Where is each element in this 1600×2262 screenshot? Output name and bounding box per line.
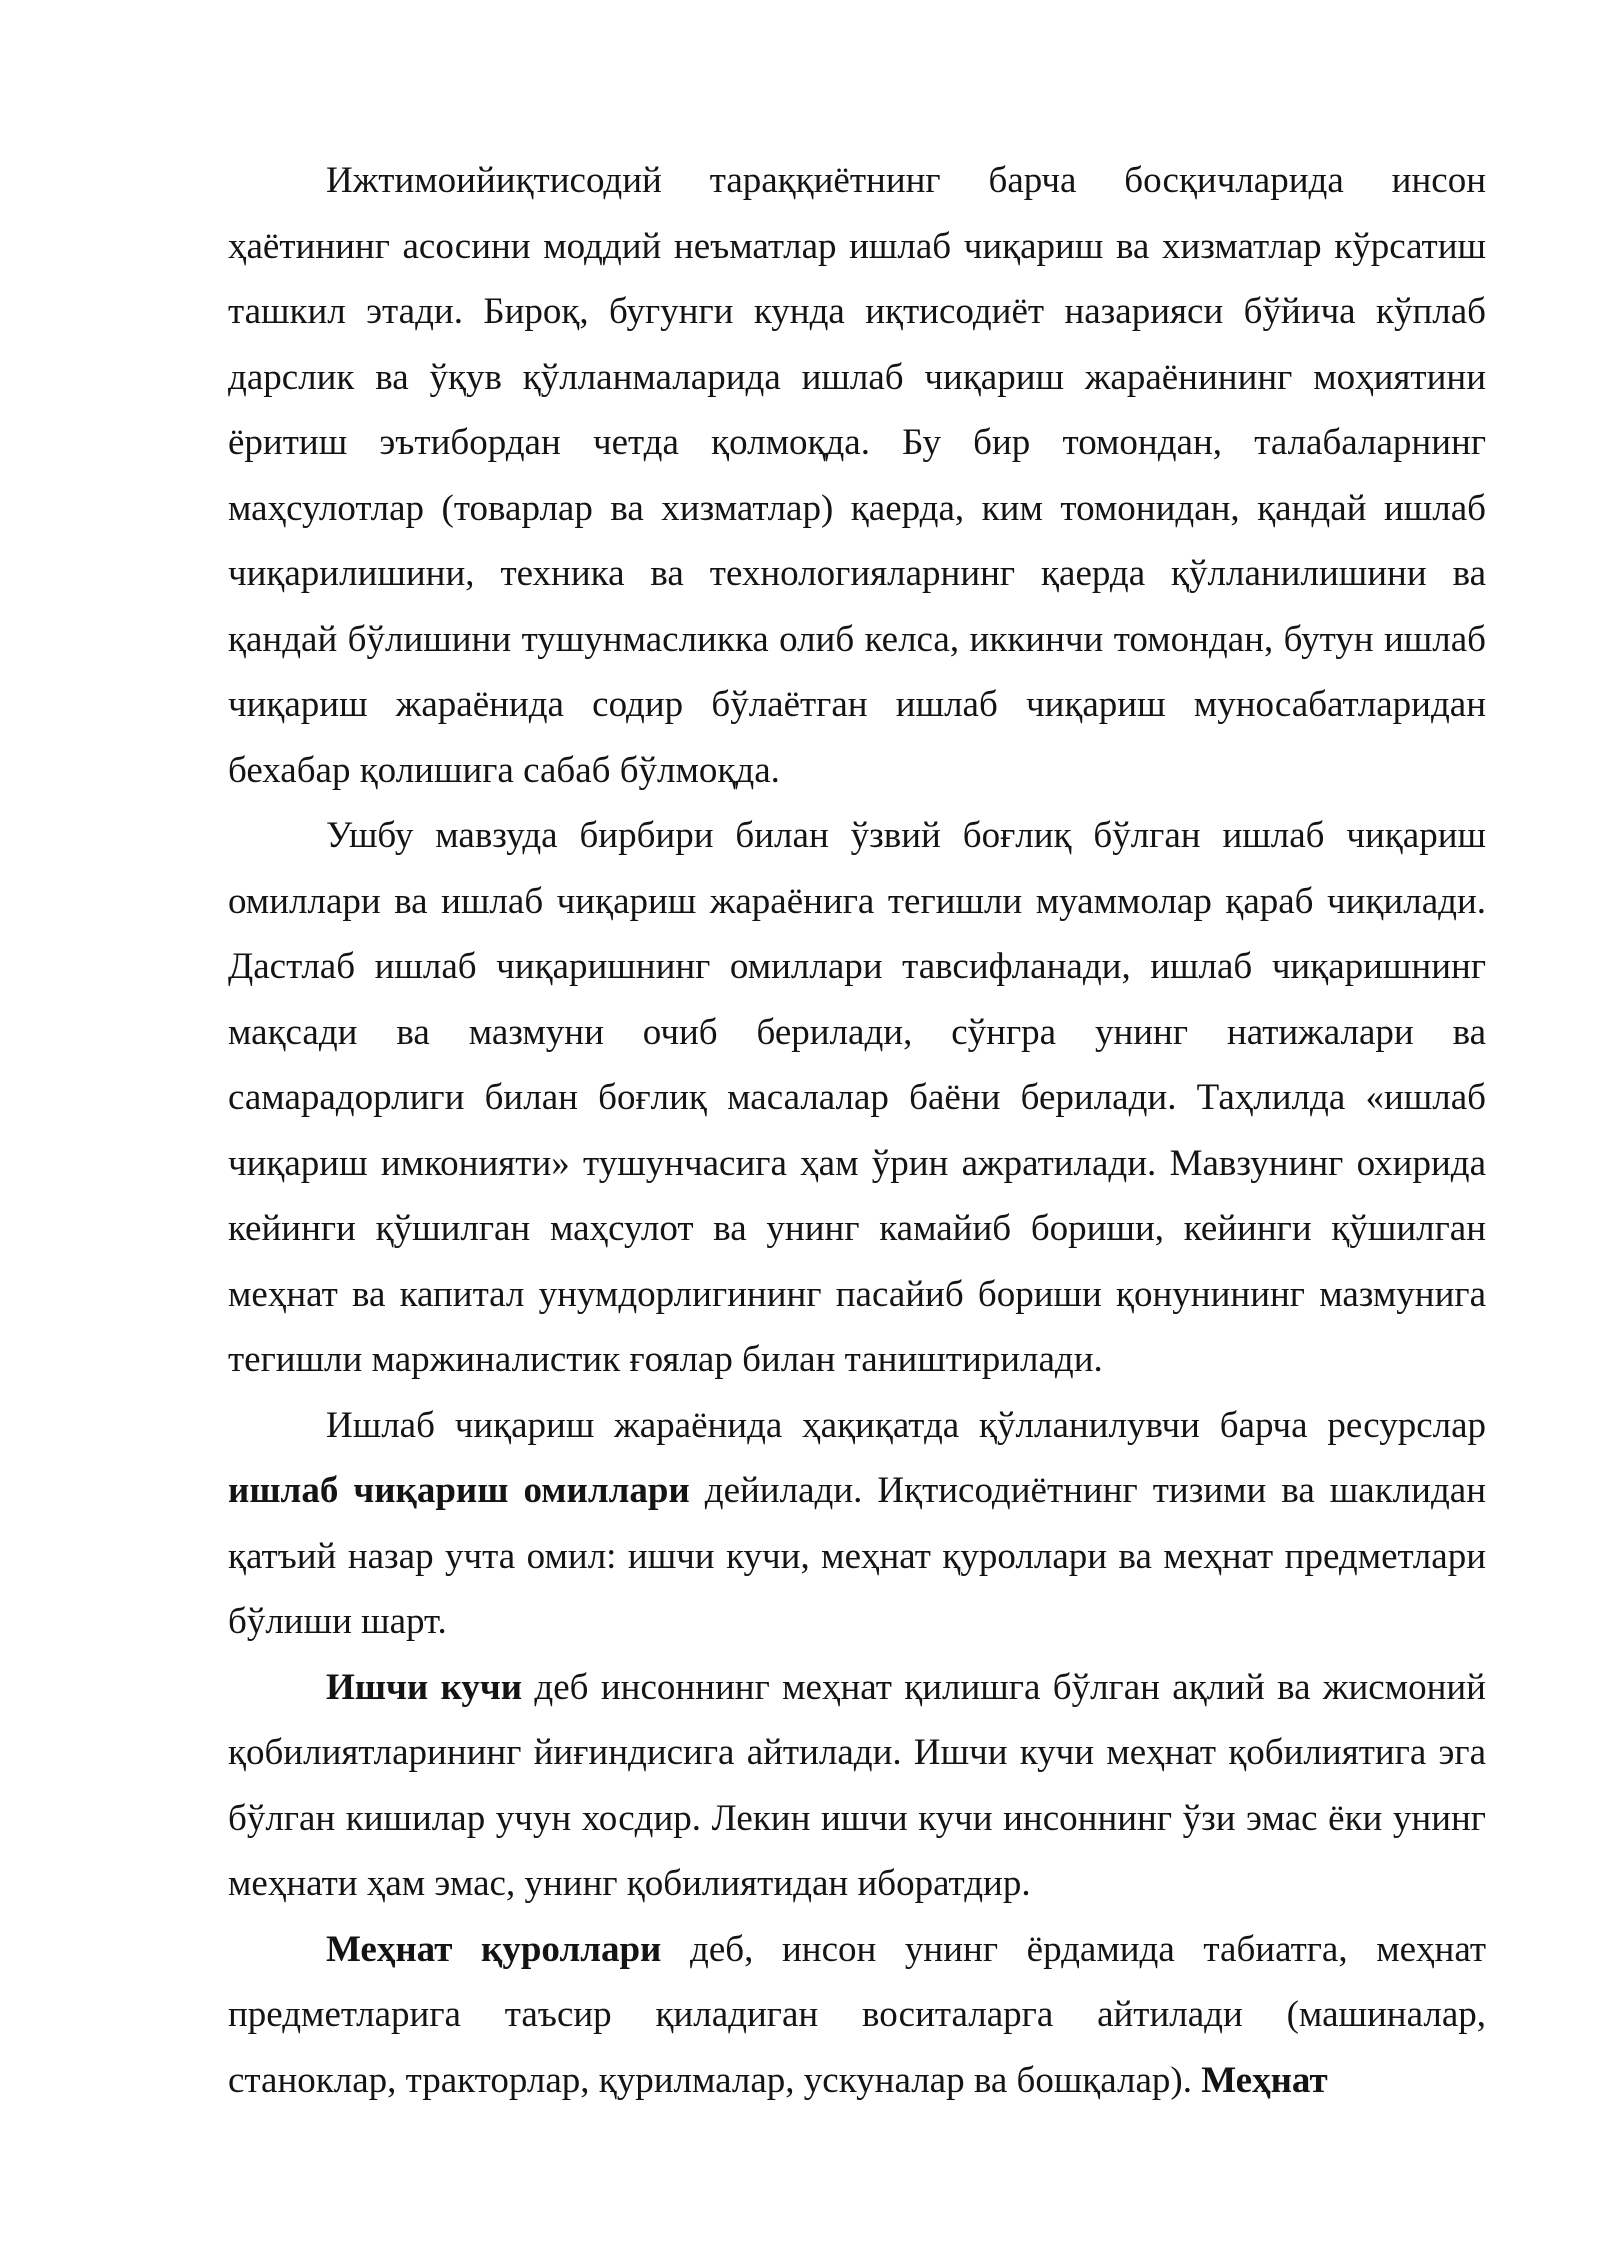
paragraph-intro <box>228 148 1486 803</box>
paragraph-intro-text: Ижтимоийиқтисодий тараққиётнинг барча босқичларида инсон ҳаётининг асосини моддий неъматлар ишлаб чиқариш ва хизматлар кўрсатиш ташкил этади. Бироқ, бугунги кунда иқтисодиёт назарияси бўйича кўплаб дарслик ва ўқув қўлланмаларида ишлаб чиқариш жараёнининг моҳиятини ёритиш эътибордан четда қолмоқда. Бу бир томондан, талабаларнинг маҳсулотлар (товарлар ва хизматлар) қаерда, ким томонидан, қандай ишлаб чиқарилишини, техника ва технологияларнинг қаерда қўлланилишини ва қандай бўлишини тушунмасликка олиб келса, иккинчи томондан, бутун ишлаб чиқариш жараёнида содир бўлаётган ишлаб чиқариш муносабатларидан бехабар қолишига сабаб бўлмоқда. <box>228 160 1486 791</box>
term-labor-force: Ишчи кучи <box>326 1666 523 1708</box>
document-page <box>228 148 1486 2113</box>
term-labor-tools: Меҳнат қуроллари <box>326 1928 662 1970</box>
paragraph-topic-overview-text: Ушбу мавзуда бирбири билан ўзвий боғлиқ бўлган ишлаб чиқариш омиллари ва ишлаб чиқариш жараёнига тегишли муаммолар қараб чиқилади. Дастлаб ишлаб чиқаришнинг омиллари тавсифланади, ишлаб чиқаришнинг мақсади ва мазмуни очиб берилади, сўнгра унинг натижалари ва самарадорлиги билан боғлиқ масалалар баёни берилади. Таҳлилда «ишлаб чиқариш имконияти» тушунчасига ҳам ўрин ажратилади. Мавзунинг охирида кейинги қўшилган маҳсулот ва унинг камайиб бориши, кейинги қўшилган меҳнат ва капитал унумдорлигининг пасайиб бориши қонунининг мазмунига тегишли маржиналистик ғоялар билан таништирилади. <box>228 815 1486 1380</box>
paragraph-topic-overview <box>228 803 1486 1393</box>
term-labor-continued: Меҳнат <box>1201 2059 1328 2101</box>
paragraph-production-factors <box>228 1393 1486 1655</box>
labor-tools-definition-text: деб, инсон унинг ёрдамида табиатга, меҳнат предметларига таъсир қиладиган воситаларга айтилади (машиналар, станоклар, тракторлар, қурилмалар, ускуналар ва бошқалар). <box>228 1928 1486 2101</box>
paragraph-labor-force <box>228 1655 1486 1917</box>
paragraph-labor-tools <box>228 1917 1486 2114</box>
production-factors-lead-text: Ишлаб чиқариш жараёнида ҳақиқатда қўлланилувчи барча ресурслар <box>326 1404 1486 1446</box>
production-factors-rest-text: дейилади. Иқтисодиётнинг тизими ва шаклидан қатъий назар учта омил: ишчи кучи, меҳнат қуроллари ва меҳнат предметлари бўлиши шарт. <box>228 1470 1486 1642</box>
term-production-factors: ишлаб чиқариш омиллари <box>228 1470 690 1511</box>
labor-force-definition-text: деб инсоннинг меҳнат қилишга бўлган ақлий ва жисмоний қобилиятларининг йиғиндисига айтилади. Ишчи кучи меҳнат қобилиятига эга бўлган кишилар учун хосдир. Лекин ишчи кучи инсоннинг ўзи эмас ёки унинг меҳнати ҳам эмас, унинг қобилиятидан иборатдир. <box>228 1666 1486 1904</box>
